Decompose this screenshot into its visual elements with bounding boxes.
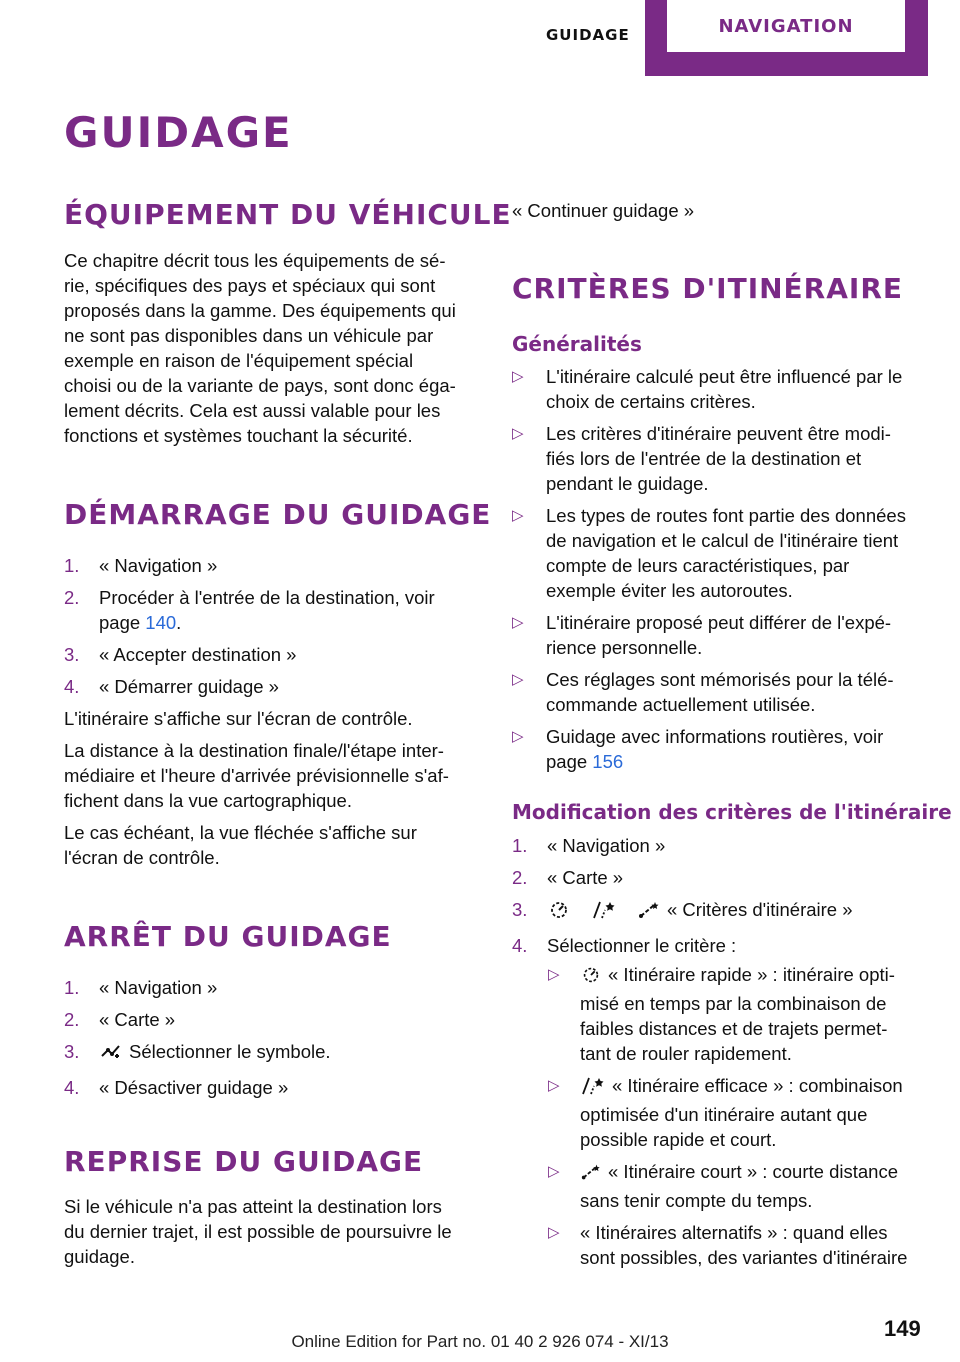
text-line: l'écran de contrôle. (64, 847, 220, 868)
header-tab-navigation[interactable]: NAVIGATION (667, 0, 905, 52)
step-text: . (176, 612, 182, 633)
text-line: médiaire et l'heure d'arrivée prévisionnelle s'af‐ (64, 765, 449, 786)
triangle-bullet-icon: ▷ (548, 1224, 560, 1241)
efficient-route-icon (591, 900, 617, 926)
list-item (512, 610, 932, 660)
fast-route-icon (547, 900, 571, 926)
text-line: Le cas échéant, la vue fléchée s'affiche sur (64, 822, 417, 843)
heading-arret: ARRÊT DU GUIDAGE (64, 920, 392, 953)
text-line: pendant le guidage. (546, 473, 709, 494)
list-item (64, 585, 482, 635)
text-line: choisi ou de la variante de pays, sont donc éga‐ (64, 375, 456, 396)
triangle-bullet-icon: ▷ (512, 368, 524, 385)
fast-route-icon (580, 965, 602, 991)
list-item (64, 674, 482, 699)
step-number: 3. (64, 1041, 80, 1062)
triangle-bullet-icon: ▷ (548, 966, 560, 983)
text-line: du dernier trajet, il est possible de poursuivre le (64, 1221, 452, 1242)
heading-reprise: REPRISE DU GUIDAGE (64, 1145, 424, 1178)
step-text: « Navigation » (99, 977, 218, 998)
list-item (64, 1075, 482, 1100)
list-item (512, 421, 932, 496)
list-item (64, 1007, 482, 1032)
short-route-icon (580, 1162, 602, 1188)
text-line: de navigation et le calcul de l'itinéraire tient (546, 530, 899, 551)
triangle-bullet-icon: ▷ (512, 728, 524, 745)
triangle-bullet-icon: ▷ (548, 1163, 560, 1180)
list-item (512, 933, 932, 958)
step-number: 2. (64, 587, 80, 608)
text-line: faibles distances et de trajets permet‐ (580, 1018, 888, 1039)
text-line: exemple en raison de l'équipement spécial (64, 350, 414, 371)
text-line: Si le véhicule n'a pas atteint la destination lors (64, 1196, 442, 1217)
text-line (580, 1159, 932, 1188)
page-link-156[interactable]: 156 (592, 751, 624, 772)
text-line: Guidage avec informations routières, voir (546, 726, 884, 747)
triangle-bullet-icon: ▷ (512, 614, 524, 631)
text-line: rie, spécifiques des pays et spéciaux qui sont (64, 275, 436, 296)
step-number: 2. (64, 1009, 80, 1030)
step-text: « Carte » (547, 867, 624, 888)
route-settings-icon (99, 1042, 123, 1068)
text-line: commande actuellement utilisée. (546, 694, 816, 715)
text-fragment: page (546, 751, 593, 772)
triangle-bullet-icon: ▷ (548, 1077, 560, 1094)
text-fragment: « Itinéraire court » : courte distance (608, 1161, 898, 1182)
list-item (512, 833, 932, 858)
step-number: 4. (64, 676, 80, 697)
step-text: « Désactiver guidage » (99, 1077, 289, 1098)
step-number: 4. (64, 1077, 80, 1098)
text-line: choix de certains critères. (546, 391, 756, 412)
triangle-bullet-icon: ▷ (512, 507, 524, 524)
demarrage-p3 (64, 820, 417, 870)
step-text: Procéder à l'entrée de la destination, voir (99, 587, 435, 608)
step-number: 4. (512, 935, 528, 956)
text-line: rience personnelle. (546, 637, 703, 658)
demarrage-p1: L'itinéraire s'affiche sur l'écran de contrôle. (64, 708, 413, 729)
text-line: compte de leurs caractéristiques, par (546, 555, 850, 576)
list-item (512, 364, 932, 414)
list-item (512, 897, 932, 926)
demarrage-p2 (64, 738, 449, 813)
list-item (548, 1220, 932, 1270)
step-text: page (99, 612, 146, 633)
text-line (580, 962, 932, 991)
list-item (548, 1073, 932, 1152)
header-tab-frame (645, 0, 928, 76)
text-line: optimisée d'un itinéraire autant que (580, 1104, 868, 1125)
triangle-bullet-icon: ▷ (512, 425, 524, 442)
text-line: possible rapide et court. (580, 1129, 777, 1150)
text-line: exemple éviter les autoroutes. (546, 580, 793, 601)
text-line: lement décrits. Cela est aussi valable pour les (64, 400, 441, 421)
efficient-route-icon (580, 1076, 606, 1102)
step-text: « Critères d'itinéraire » (667, 899, 853, 920)
text-line: La distance à la destination finale/l'étape inter‐ (64, 740, 444, 761)
equipement-paragraph (64, 248, 456, 448)
step-number: 3. (64, 644, 80, 665)
text-line: sont possibles, des variantes d'itinéraire (580, 1247, 908, 1268)
page-number: 149 (884, 1316, 921, 1341)
step-number: 1. (512, 835, 528, 856)
text-line: L'itinéraire calculé peut être influencé par le (546, 366, 903, 387)
heading-demarrage: DÉMARRAGE DU GUIDAGE (64, 498, 492, 531)
list-item (548, 962, 932, 1066)
text-line: guidage. (64, 1246, 135, 1267)
generalites-bullets (512, 364, 932, 781)
step-number: 2. (512, 867, 528, 888)
step-text: Sélectionner le symbole. (129, 1041, 331, 1062)
text-line: tant de rouler rapidement. (580, 1043, 792, 1064)
text-line: Les critères d'itinéraire peuvent être modi‐ (546, 423, 891, 444)
arret-steps (64, 975, 482, 1107)
text-line: sans tenir compte du temps. (580, 1190, 813, 1211)
list-item (548, 1159, 932, 1213)
step-text: « Démarrer guidage » (99, 676, 279, 697)
step-number: 1. (64, 977, 80, 998)
triangle-bullet-icon: ▷ (512, 671, 524, 688)
step-number: 1. (64, 555, 80, 576)
heading-generalites: Généralités (512, 332, 642, 356)
text-line: fichent dans la vue cartographique. (64, 790, 352, 811)
footer-edition: Online Edition for Part no. 01 40 2 926 074 - XI/13 (291, 1332, 669, 1351)
continuer-guidage: « Continuer guidage » (512, 200, 695, 221)
text-line: fiés lors de l'entrée de la destination et (546, 448, 862, 469)
text-line: ne sont pas disponibles dans un véhicule par (64, 325, 434, 346)
heading-modification: Modification des critères de l'itinéraire (512, 800, 952, 824)
list-item (64, 642, 482, 667)
list-item (64, 1039, 482, 1068)
text-fragment: « Itinéraire rapide » : itinéraire opti‐ (608, 964, 895, 985)
list-item (64, 553, 482, 578)
text-line (580, 1073, 932, 1102)
list-item (512, 667, 932, 717)
step-text: « Navigation » (99, 555, 218, 576)
criteria-sublist (548, 962, 932, 1277)
step-text: « Accepter destination » (99, 644, 297, 665)
heading-equipement: ÉQUIPEMENT DU VÉHICULE (64, 198, 512, 231)
reprise-paragraph (64, 1194, 452, 1269)
list-item (512, 503, 932, 603)
page-title: GUIDAGE (64, 108, 293, 157)
text-line: L'itinéraire proposé peut différer de l'expé‐ (546, 612, 892, 633)
list-item (512, 724, 932, 774)
text-line: proposés dans la gamme. Des équipements qui (64, 300, 456, 321)
text-line: Ce chapitre décrit tous les équipements de sé‐ (64, 250, 446, 271)
page-link-140[interactable]: 140 (145, 612, 177, 633)
header-section-label: GUIDAGE (546, 26, 630, 44)
text-line: Ces réglages sont mémorisés pour la télé‐ (546, 669, 894, 690)
text-line (546, 749, 932, 774)
step-text: « Navigation » (547, 835, 666, 856)
text-line: Les types de routes font partie des données (546, 505, 906, 526)
list-item (512, 865, 932, 890)
short-route-icon (637, 900, 661, 926)
text-fragment: « Itinéraire efficace » : combinaison (612, 1075, 903, 1096)
heading-criteres: CRITÈRES D'ITINÉRAIRE (512, 272, 904, 305)
step-text: Sélectionner le critère : (547, 935, 737, 956)
text-line: misé en temps par la combinaison de (580, 993, 887, 1014)
text-line: « Itinéraires alternatifs » : quand elles (580, 1222, 888, 1243)
modification-steps (512, 833, 932, 965)
step-number: 3. (512, 899, 528, 920)
list-item (64, 975, 482, 1000)
demarrage-steps (64, 553, 482, 706)
step-text: « Carte » (99, 1009, 176, 1030)
text-line: fonctions et systèmes touchant la sécurité. (64, 425, 413, 446)
